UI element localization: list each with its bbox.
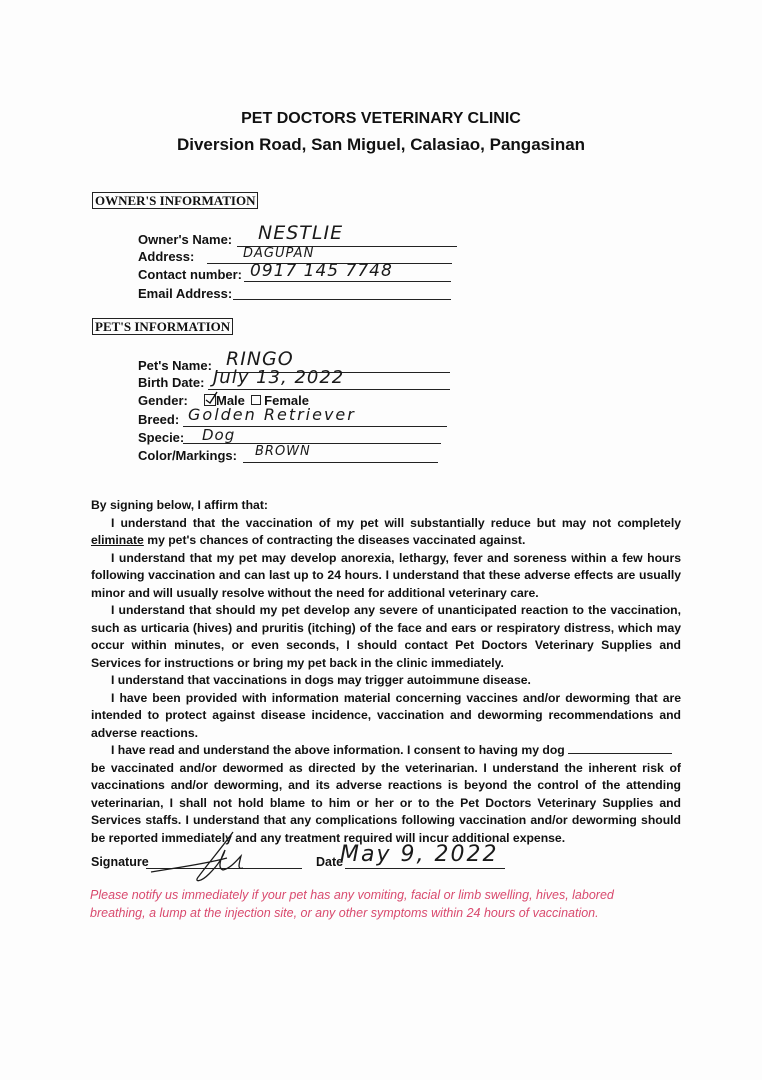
consent-paragraph-5: I have been provided with information material concerning vaccines and/or deworming that are intended to protect against disease incidence, vaccination and deworming recommendations and adverse reactions. [91,690,681,740]
breed-label: Breed: [138,412,180,427]
clinic-name: PET DOCTORS VETERINARY CLINIC [241,110,521,127]
owner-email-line [233,299,451,300]
pet-section-title: PET'S INFORMATION [92,318,233,335]
breed-field[interactable]: Golden Retriever [188,405,356,424]
consent-paragraph-6: I have read and understand the above information. I consent to having my dog [91,742,681,760]
check-mark-icon [204,391,218,405]
owner-address-label: Address: [138,249,195,264]
consent-paragraph-1: I understand that the vaccination of my pet will substantially reduce but may not completely eliminate my pet's chances of contracting the diseases vaccinated against. [91,515,681,547]
owner-name-label: Owner's Name: [138,232,233,247]
owner-contact-label: Contact number: [138,267,242,282]
birth-date-field[interactable]: July 13, 2022 [213,367,345,388]
signature-label: Signature [91,855,149,869]
consent-intro: By signing below, I affirm that: [91,498,268,512]
owner-name-field[interactable]: NESTLIE [258,222,344,244]
owner-email-label: Email Address: [138,286,233,301]
specie-label: Specie: [138,430,185,445]
owner-contact-line [244,281,451,282]
consent-text [91,497,681,847]
gender-female-label: Female [264,393,309,408]
signature-mark[interactable] [145,828,265,884]
date-field[interactable]: May 9, 2022 [340,842,499,867]
color-markings-line [243,462,438,463]
pet-name-label: Pet's Name: [138,358,212,373]
consent-paragraph-3: I understand that should my pet develop any severe of unanticipated reaction to the vaccination, such as urticaria (hives) and pruritis (itching) of the face and ears or respiratory distress, which may occur within minutes, or even seconds, I should contact Pet Doctors Veterinary Supplies and Services for instructions or bring my pet back in the clinic immediately. [91,603,681,670]
footer-note: Please notify us immediately if your pet has any vomiting, facial or limb swelling, hives, labored breathing, a lump at the injection site, or any other symptoms within 24 hours of vaccination. [90,888,614,920]
clinic-address: Diversion Road, San Miguel, Calasiao, Pangasinan [176,135,586,154]
birth-date-label: Birth Date: [138,375,205,390]
dog-name-blank[interactable] [568,743,672,754]
consent-paragraph-4: I understand that vaccinations in dogs may trigger autoimmune disease. [111,673,531,687]
gender-female-checkbox[interactable] [251,395,261,405]
owner-section-title: OWNER'S INFORMATION [92,192,258,209]
owner-contact-field[interactable]: 0917 145 7748 [250,261,393,281]
pet-name-field[interactable]: RINGO [226,348,294,370]
specie-field[interactable]: Dog [202,426,236,444]
owner-address-field[interactable]: DAGUPAN [243,246,315,261]
consent-paragraph-6-cont: be vaccinated and/or dewormed as directed by the veterinarian. I understand the inherent risk of vaccinations and/or deworming, and its adverse reactions is beyond the control of the attending veterinarian, I shall not hold blame to him or her or to the Pet Doctors Veterinary Supplies and Services staffs. I understand that any complications following vaccination and/or deworming should be reported immediately and any treatment required will incur additional expense. [91,760,681,845]
consent-paragraph-2: I understand that my pet may develop anorexia, lethargy, fever and soreness within a few hours following vaccination and can last up to 24 hours. I understand that these adverse effects are usually minor and will usually resolve without the need for additional veterinary care. [91,550,681,600]
color-markings-label: Color/Markings: [138,448,237,463]
color-markings-field[interactable]: BROWN [255,444,311,459]
birth-date-line [208,389,450,390]
gender-label: Gender: [138,393,188,408]
date-line [345,868,505,869]
gender-male-label: Male [216,393,245,408]
date-label: Date [316,855,344,869]
